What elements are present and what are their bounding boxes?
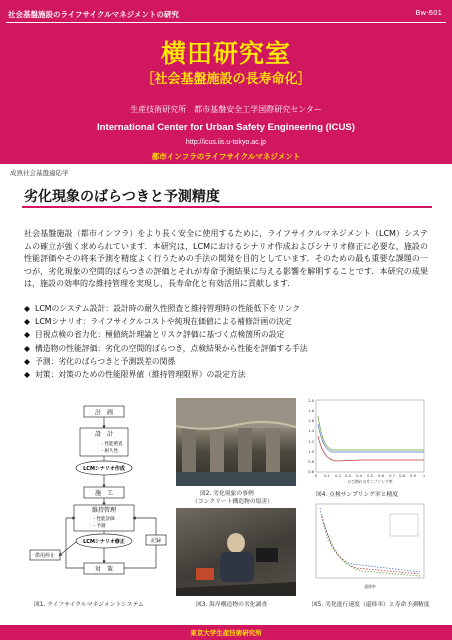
list-item: ◆ LCMシナリオ：ライフサイクルコストや純現在価値による補修計画の決定 <box>24 315 434 328</box>
chart4-ytick: 0.6 <box>308 470 314 474</box>
chart4-ytick: 1.8 <box>308 409 314 413</box>
figure2-caption-line1: 図2. 劣化現象の事例 <box>200 491 254 497</box>
list-item: ◆ 目視点検の省力化：極値統計理論とリスク評価に基づく点検箇所の設定 <box>24 328 434 341</box>
chart4-x-label: ひび割れのサンプリング率 <box>347 479 393 484</box>
lab-subtitle: ［社会基盤施設の長寿命化］ <box>141 72 311 87</box>
body-paragraph: 社会基盤施設（都市インフラ）をより長く安全に使用するために，ライフサイクルマネジメント（LCM）システムの確立が強く求められています．本研究は，LCMにおけるシナリオ作成およびシナリオ修正に必要な，施設の性能評価やその将来予測を精度よく行うための手法の開発を目的としています．そのための最も重要な課題の一つが，劣化現象の空間的ばらつきの評価とそれが寿命予測結果に与える影響を解明することです．本研究の成果は，施設の効率的な維持管理を実現し，長寿命化と有効活用に貢献します． <box>24 229 428 288</box>
chart5-x-label: 還移率 <box>364 584 376 589</box>
survey-photo <box>176 508 296 596</box>
chart4-xtick: 0.7 <box>389 474 395 478</box>
figure1-caption: 図1. ライフサイクルマネジメントシステム <box>34 602 144 608</box>
deterioration-rate-chart <box>302 500 430 596</box>
diamond-bullet-icon: ◆ <box>24 343 30 353</box>
institute-english: International Center for Urban Safety Engineering (ICUS) <box>97 122 355 133</box>
diamond-bullet-icon: ◆ <box>24 370 30 380</box>
flow-countermeasure-label: 対 策 <box>94 566 114 573</box>
flow-prediction: ・予測 <box>92 524 106 529</box>
flow-record-label: 記録 <box>150 538 162 544</box>
deterioration-photo <box>176 398 296 486</box>
flow-construction-label: 施 工 <box>94 490 114 497</box>
research-theme: 都市インフラのライフサイクルマネジメント <box>151 152 301 161</box>
lab-name: 横田研究室 <box>160 39 291 68</box>
diamond-bullet-icon: ◆ <box>24 356 30 366</box>
chart4-xtick: 0.5 <box>367 474 373 478</box>
chart4-ytick: 1.2 <box>308 440 314 444</box>
chart4-ytick: 1.4 <box>308 429 314 433</box>
flow-inspection: ・性能評価 <box>92 517 115 522</box>
sampling-rate-chart <box>302 396 430 494</box>
research-topics-list <box>24 302 434 381</box>
header-band <box>0 0 452 164</box>
figure5-caption: 図5. 劣化進行速度（還移率）と寿命予測精度 <box>312 602 430 608</box>
chart4-xtick: 0 <box>314 474 318 478</box>
header-top-title: 社会基盤施設のライフサイクルマネジメントの研究 <box>8 10 179 19</box>
lcm-flowchart <box>22 402 172 598</box>
flow-design-label: 設 計 <box>94 431 114 438</box>
chart4-x-ticks <box>315 474 425 478</box>
chart4-ytick: 2.0 <box>308 399 314 403</box>
header-divider <box>6 22 446 23</box>
figure4-caption: 図4. 点検サンプリング率と精度 <box>316 492 399 498</box>
chart4-y-ticks <box>308 399 314 474</box>
chart4-xtick: 0.2 <box>335 474 341 478</box>
chart4-xtick: 0.9 <box>410 474 416 478</box>
diamond-bullet-icon: ◆ <box>24 317 30 327</box>
section-title: 劣化現象のばらつきと予測精度 <box>24 189 220 205</box>
chart4-xtick: 0.6 <box>378 474 384 478</box>
field-label: 成熟社会基盤適応学 <box>10 169 69 177</box>
chart4-xtick: 0.1 <box>324 474 330 478</box>
title-underline <box>22 206 432 208</box>
photo-pier-icon <box>176 398 296 486</box>
flow-maintenance-label: 維持管理 <box>91 507 117 514</box>
chart4-xtick: 0.4 <box>356 474 362 478</box>
document-code: Bw-601 <box>415 9 442 17</box>
list-item: ◆ 対策：対策のための性能限界値（維持管理限界）の設定方法 <box>24 368 434 381</box>
chart4-ytick: 1.6 <box>308 419 314 423</box>
diamond-bullet-icon: ◆ <box>24 330 30 340</box>
list-item: ◆ LCMのシステム設計：設計時の耐久性照査と維持管理時の性能低下をリンク <box>24 302 434 315</box>
chart4-xtick: 0.8 <box>399 474 405 478</box>
flow-durability: ・耐久性 <box>100 449 118 454</box>
institute-url[interactable]: http://icus.iis.u-tokyo.ac.jp <box>185 139 267 146</box>
chart5-legend <box>390 514 418 536</box>
chart4-xtick: 0.3 <box>345 474 351 478</box>
list-item: ◆ 予測：劣化のばらつきと予測誤差の関係 <box>24 355 434 368</box>
flow-stop-label: 供用停止 <box>34 553 56 559</box>
footer-band <box>0 625 452 640</box>
list-item: ◆ 構造物の性能評価：劣化の空間的ばらつき，点検結果から性能を評価する手法 <box>24 342 434 355</box>
chart4-ytick: 0.8 <box>308 460 314 464</box>
chart4-ytick: 1.0 <box>308 450 314 454</box>
chart4-xtick: 1 <box>422 474 426 478</box>
flow-lcm-modify: LCMシナリオ修正 <box>83 539 125 545</box>
institute-japanese: 生産技術研究所 都市基盤安全工学国際研究センター <box>130 105 322 114</box>
flow-perf-check: ・性能照査 <box>100 442 123 447</box>
flow-lcm-create: LCMシナリオ作成 <box>83 466 125 472</box>
photo-workers-icon <box>176 508 296 596</box>
chart4-frame <box>316 400 424 472</box>
flow-plan-label: 計 画 <box>94 409 114 417</box>
diamond-bullet-icon: ◆ <box>24 304 30 313</box>
figure3-caption: 図3. 海岸構造物の劣化調査 <box>196 602 268 608</box>
footer-institution: 東京大学生産技術研究所 <box>190 629 262 637</box>
figure2-caption-line2: （コンクリート構造物の塩害） <box>192 499 274 505</box>
